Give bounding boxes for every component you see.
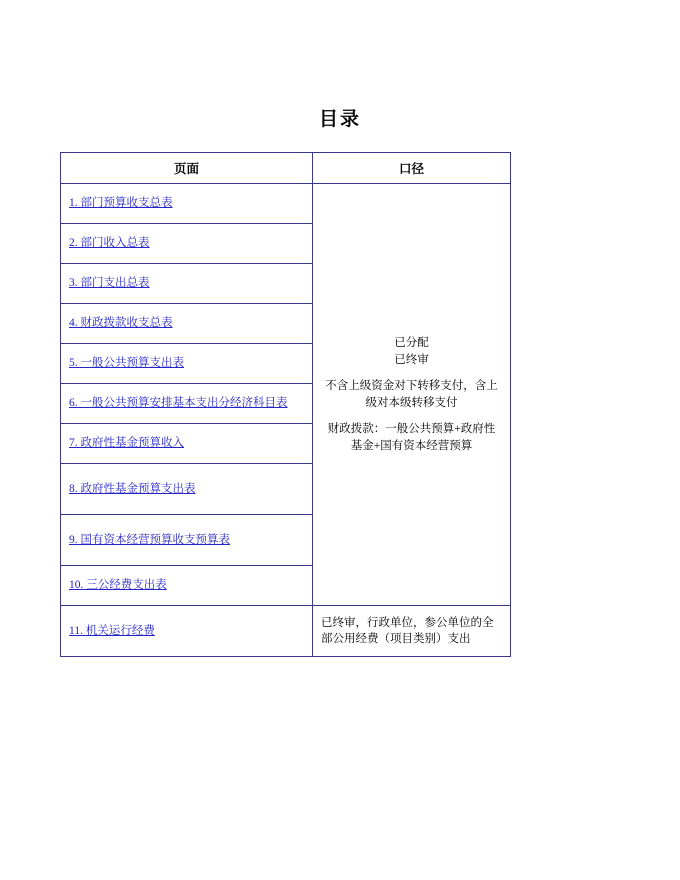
caliber-line-4: 财政拨款：一般公共预算+政府性基金+国有资本经营预算 (327, 422, 496, 452)
catalog-link-cell[interactable] (61, 606, 313, 657)
catalog-link-cell[interactable] (61, 384, 313, 424)
catalog-link-cell[interactable] (61, 424, 313, 464)
catalog-link-10[interactable]: 10. 三公经费支出表 (69, 579, 167, 591)
table-row (61, 184, 511, 224)
catalog-link-5[interactable]: 5. 一般公共预算支出表 (69, 357, 184, 369)
catalog-link-cell[interactable] (61, 264, 313, 304)
catalog-link-7[interactable]: 7. 政府性基金预算收入 (69, 437, 184, 449)
catalog-link-cell[interactable] (61, 515, 313, 566)
page-title: 目录 (318, 109, 361, 130)
column-header-page: 页面 (61, 153, 313, 184)
caliber-description-cell (313, 184, 511, 606)
catalog-link-4[interactable]: 4. 财政拨款收支总表 (69, 317, 173, 329)
caliber-spacer-2 (323, 412, 500, 421)
caliber-note-cell: 已终审，行政单位，参公单位的全部公用经费（项目类别）支出 (313, 606, 511, 657)
caliber-spacer-1 (323, 369, 500, 378)
catalog-link-3[interactable]: 3. 部门支出总表 (69, 277, 150, 289)
catalog-link-1[interactable]: 1. 部门预算收支总表 (69, 197, 173, 209)
caliber-line-3: 不含上级资金对下转移支付，含上级对本级转移支付 (325, 379, 498, 409)
catalog-link-cell[interactable] (61, 184, 313, 224)
caliber-line-2: 已终审 (394, 353, 429, 366)
catalog-link-cell[interactable] (61, 304, 313, 344)
table-header-row (61, 153, 511, 184)
catalog-link-2[interactable]: 2. 部门收入总表 (69, 237, 150, 249)
catalog-link-9[interactable]: 9. 国有资本经营预算收支预算表 (69, 533, 230, 546)
column-header-caliber: 口径 (313, 153, 511, 184)
catalog-link-6[interactable]: 6. 一般公共预算安排基本支出分经济科目表 (69, 397, 288, 409)
catalog-link-cell[interactable] (61, 566, 313, 606)
catalog-table (60, 152, 511, 657)
table-row (61, 606, 511, 657)
catalog-link-cell[interactable] (61, 464, 313, 515)
caliber-line-1: 已分配 (394, 336, 429, 349)
catalog-link-cell[interactable] (61, 224, 313, 264)
catalog-link-cell[interactable] (61, 344, 313, 384)
catalog-link-8[interactable]: 8. 政府性基金预算支出表 (69, 482, 196, 495)
catalog-link-11[interactable]: 11. 机关运行经费 (69, 624, 155, 637)
